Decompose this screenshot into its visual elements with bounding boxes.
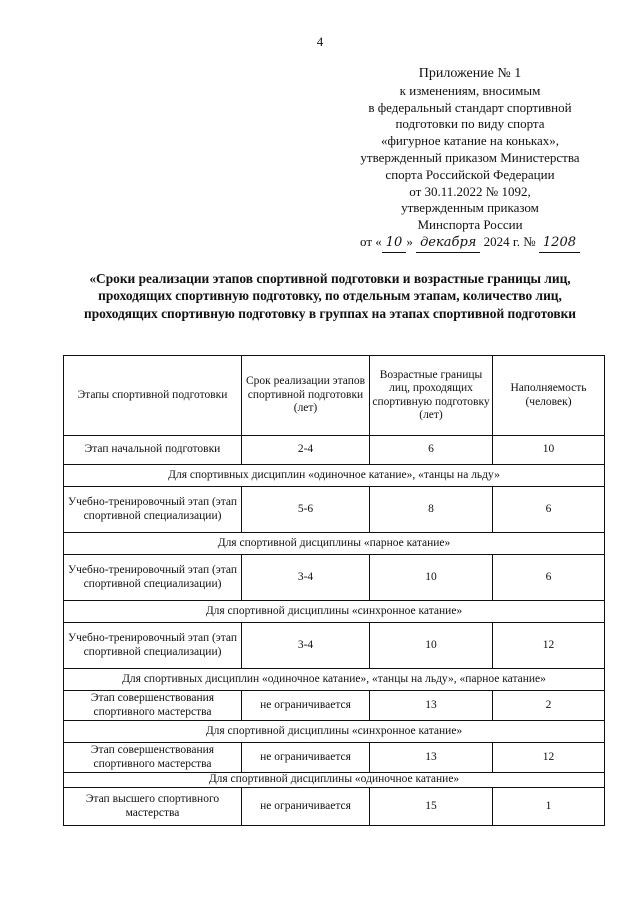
header-term: Срок реализации этапов спортивной подготовки (лет) <box>242 356 370 436</box>
cell-age: 6 <box>370 436 493 465</box>
table-group-row <box>64 533 605 555</box>
cell-stage: Учебно-тренировочный этап (этап спортивной специализации) <box>64 555 242 601</box>
cell-stage: Учебно-тренировочный этап (этап спортивной специализации) <box>64 623 242 669</box>
table-row <box>64 691 605 721</box>
date-mid: » <box>406 233 413 249</box>
appendix-line: к изменениям, вносимым <box>399 82 541 98</box>
appendix-line: от 30.11.2022 № 1092, <box>409 183 531 199</box>
table-row <box>64 788 605 826</box>
cell-term: 3-4 <box>242 623 370 669</box>
table-row <box>64 436 605 465</box>
table-group-row <box>64 601 605 623</box>
cell-stage: Учебно-тренировочный этап (этап спортивной специализации) <box>64 487 242 533</box>
document-title: «Сроки реализации этапов спортивной подготовки и возрастные границы лиц, проходящих спортивную подготовку, по отдельным этапам, количество лиц, проходящих спортивную подготовку в группах на этапах спортивной подготовки <box>83 271 577 321</box>
cell-term: не ограничивается <box>242 743 370 773</box>
cell-term: 3-4 <box>242 555 370 601</box>
appendix-line: Минспорта России <box>417 217 523 233</box>
table-row <box>64 743 605 773</box>
cell-age: 13 <box>370 691 493 721</box>
table-row <box>64 555 605 601</box>
group-label: Для спортивной дисциплины «одиночное катание» <box>64 773 605 788</box>
date-year: 2024 г. № <box>483 233 536 249</box>
order-number-handwritten: 1208 <box>539 235 580 253</box>
table-group-row <box>64 669 605 691</box>
cell-term: не ограничивается <box>242 788 370 826</box>
cell-term: 5-6 <box>242 487 370 533</box>
cell-age: 15 <box>370 788 493 826</box>
table-header-row <box>64 356 605 436</box>
cell-size: 10 <box>493 436 605 465</box>
cell-size: 2 <box>493 691 605 721</box>
group-label: Для спортивной дисциплины «синхронное катание» <box>64 721 605 743</box>
cell-term: не ограничивается <box>242 691 370 721</box>
cell-size: 1 <box>493 788 605 826</box>
appendix-line: подготовки по виду спорта <box>395 116 545 132</box>
decree-date-line <box>330 234 610 253</box>
appendix-line: спорта Российской Федерации <box>385 166 555 182</box>
date-day-handwritten: 10 <box>382 235 407 253</box>
table-group-row <box>64 465 605 487</box>
cell-size: 6 <box>493 487 605 533</box>
appendix-line: «фигурное катание на коньках», <box>380 133 560 149</box>
group-label: Для спортивной дисциплины «синхронное катание» <box>64 601 605 623</box>
cell-stage: Этап высшего спортивного мастерства <box>64 788 242 826</box>
date-month-handwritten: декабря <box>416 235 480 253</box>
table-group-row <box>64 773 605 788</box>
cell-size: 12 <box>493 623 605 669</box>
cell-age: 13 <box>370 743 493 773</box>
cell-size: 12 <box>493 743 605 773</box>
appendix-line: утвержденным приказом <box>401 200 539 216</box>
cell-stage: Этап совершенствования спортивного мастерства <box>64 691 242 721</box>
group-label: Для спортивных дисциплин «одиночное катание», «танцы на льду», «парное катание» <box>64 669 605 691</box>
cell-stage: Этап начальной подготовки <box>64 436 242 465</box>
page-number: 4 <box>316 34 324 49</box>
date-prefix: от « <box>360 233 382 249</box>
header-age: Возрастные границы лиц, проходящих спортивную подготовку (лет) <box>370 356 493 436</box>
table-row <box>64 623 605 669</box>
cell-size: 6 <box>493 555 605 601</box>
group-label: Для спортивных дисциплин «одиночное катание», «танцы на льду» <box>64 465 605 487</box>
stages-table <box>63 355 605 826</box>
group-label: Для спортивной дисциплины «парное катание» <box>64 533 605 555</box>
cell-term: 2-4 <box>242 436 370 465</box>
header-size: Наполняемость (человек) <box>493 356 605 436</box>
appendix-line: утвержденный приказом Министерства <box>360 149 580 165</box>
cell-stage: Этап совершенствования спортивного мастерства <box>64 743 242 773</box>
appendix-block <box>330 66 610 253</box>
cell-age: 10 <box>370 555 493 601</box>
table-row <box>64 487 605 533</box>
appendix-title: Приложение № 1 <box>418 66 522 81</box>
cell-age: 10 <box>370 623 493 669</box>
header-stages: Этапы спортивной подготовки <box>64 356 242 436</box>
cell-age: 8 <box>370 487 493 533</box>
table-group-row <box>64 721 605 743</box>
appendix-line: в федеральный стандарт спортивной <box>368 99 572 115</box>
